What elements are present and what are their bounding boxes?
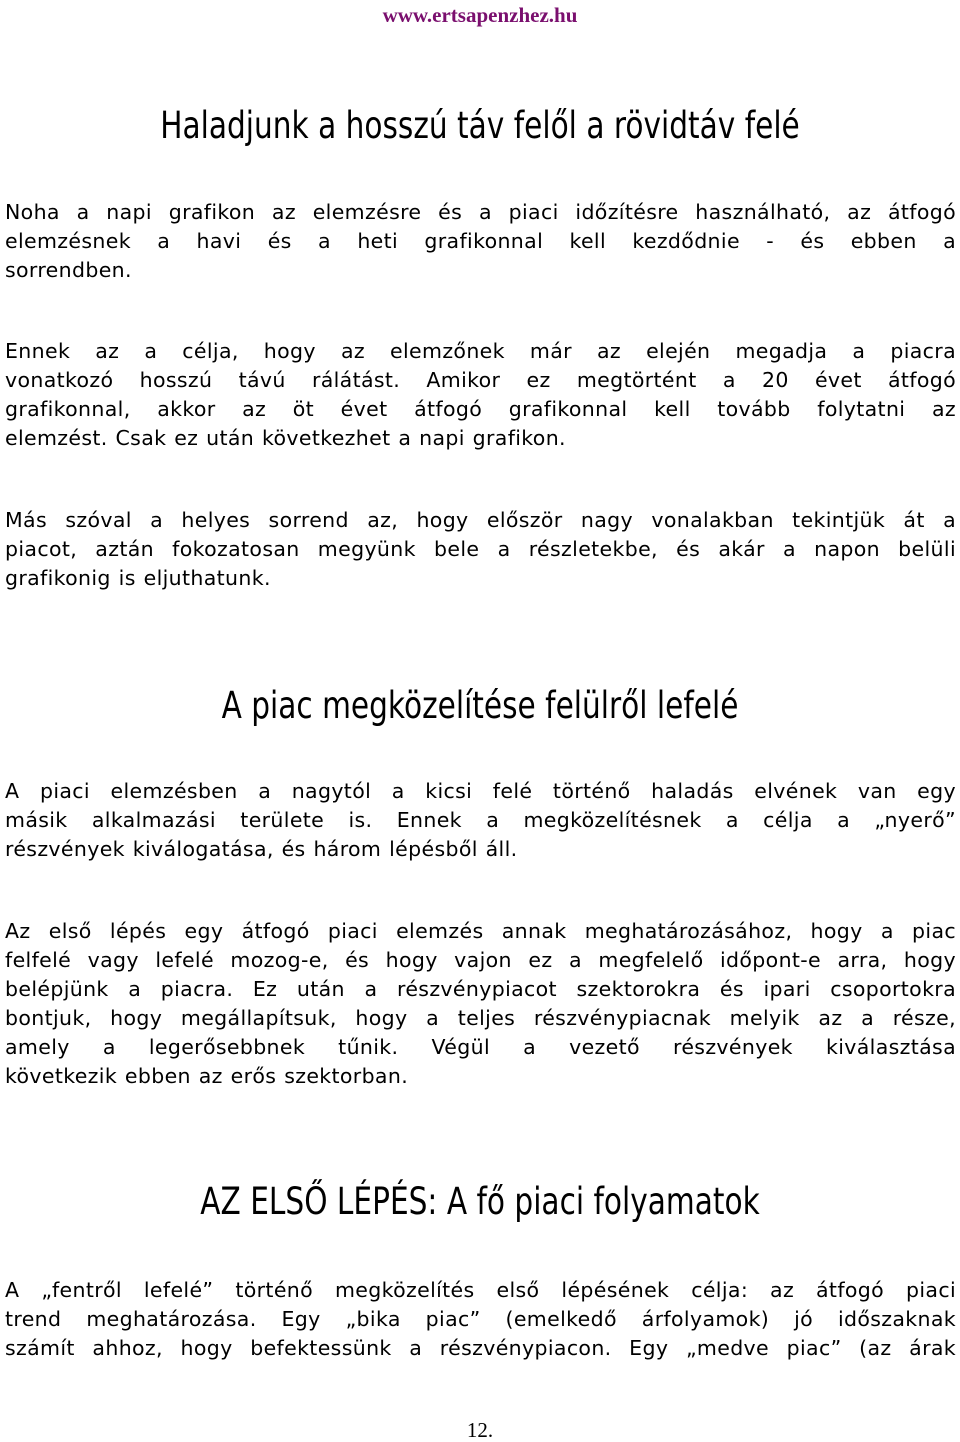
paragraph-line: elemzésnek a havi és a heti grafikonnal kell kezdődnie - és ebben a xyxy=(5,229,956,253)
paragraph-line: bontjuk, hogy megállapítsuk, hogy a teljes részvénypiacnak melyik az a része, xyxy=(5,1006,956,1030)
paragraph-line: következik ebben az erős szektorban. xyxy=(5,1064,409,1088)
paragraph-purpose xyxy=(5,337,956,453)
paragraph-order xyxy=(5,506,956,593)
paragraph-market-trend xyxy=(5,1276,956,1363)
page-number: 12. xyxy=(466,1418,494,1442)
paragraph-line: piacot, aztán fokozatosan megyünk bele a részletekbe, és akár a napon belüli xyxy=(5,537,956,561)
section-title-top-down-approach: A piac megközelítése felülről lefelé xyxy=(221,684,739,727)
paragraph-line: Más szóval a helyes sorrend az, hogy először nagy vonalakban tekintjük át a xyxy=(5,508,956,532)
paragraph-line: Ennek az a célja, hogy az elemzőnek már az elején megadja a piacra xyxy=(5,339,956,363)
paragraph-line: másik alkalmazási területe is. Ennek a megközelítésnek a célja a „nyerő” xyxy=(5,808,956,832)
paragraph-line: sorrendben. xyxy=(5,258,132,282)
paragraph-first-step xyxy=(5,917,956,1091)
paragraph-line: belépjünk a piacra. Ez után a részvénypiacot szektorokra és ipari csoportokra xyxy=(5,977,956,1001)
paragraph-line: vonatkozó hosszú távú rálátást. Amikor ez megtörtént a 20 évet átfogó xyxy=(5,368,956,392)
paragraph-line: Az első lépés egy átfogó piaci elemzés annak meghatározásához, hogy a piac xyxy=(5,919,956,943)
paragraph-line: számít ahhoz, hogy befektessünk a részvénypiacon. Egy „medve piac” (az árak xyxy=(5,1336,956,1360)
paragraph-line: Noha a napi grafikon az elemzésre és a piaci időzítésre használható, az átfogó xyxy=(5,200,956,224)
paragraph-top-down-intro xyxy=(5,777,956,864)
section-title-first-step: AZ ELSŐ LÉPÉS: A fő piaci folyamatok xyxy=(200,1180,760,1223)
paragraph-line: amely a legerősebbnek tűnik. Végül a vezető részvények kiválasztása xyxy=(5,1035,956,1059)
paragraph-line: trend meghatározása. Egy „bika piac” (emelkedő árfolyamok) jó időszaknak xyxy=(5,1307,956,1331)
paragraph-intro xyxy=(5,198,956,285)
paragraph-line: felfelé vagy lefelé mozog-e, és hogy vajon ez a megfelelő időpont-e arra, hogy xyxy=(5,948,956,972)
paragraph-line: grafikonig is eljuthatunk. xyxy=(5,566,271,590)
paragraph-line: elemzést. Csak ez után következhet a napi grafikon. xyxy=(5,426,566,450)
section-title-long-to-short-term: Haladjunk a hosszú táv felől a rövidtáv felé xyxy=(160,104,800,147)
paragraph-line: A „fentről lefelé” történő megközelítés első lépésének célja: az átfogó piaci xyxy=(5,1278,956,1302)
paragraph-line: grafikonnal, akkor az öt évet átfogó grafikonnal kell tovább folytatni az xyxy=(5,397,956,421)
site-url[interactable]: www.ertsapenzhez.hu xyxy=(382,3,578,27)
paragraph-line: A piaci elemzésben a nagytól a kicsi felé történő haladás elvének van egy xyxy=(5,779,956,803)
paragraph-line: részvények kiválogatása, és három lépésből áll. xyxy=(5,837,518,861)
